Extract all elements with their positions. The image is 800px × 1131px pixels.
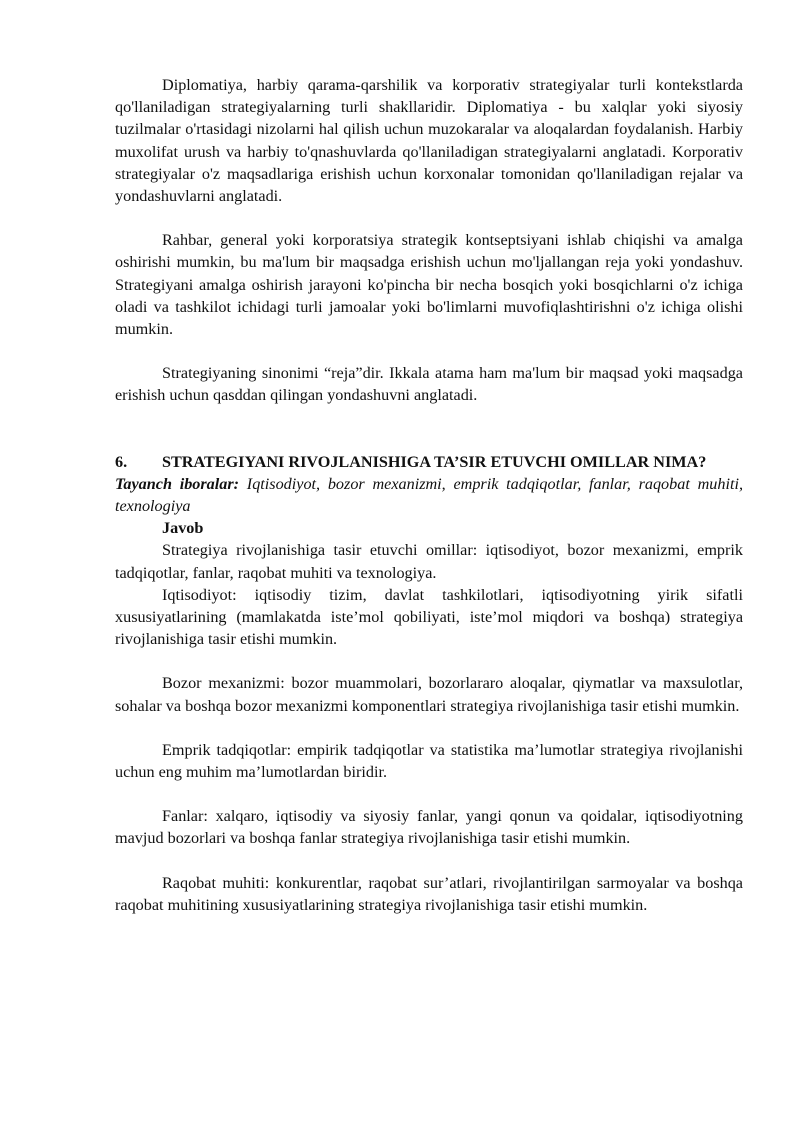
section-heading (115, 451, 743, 473)
answer-label: Javob (162, 519, 204, 538)
factor-paragraph-sciences: Fanlar: xalqaro, iqtisodiy va siyosiy fanlar, yangi qonun va qoidalar, iqtisodiyotning mavjud bozorlari va boshqa fanlar strategiya rivojlanishiga tasir etishi mumkin. (115, 807, 743, 848)
keywords-label: Tayanch iboralar: (115, 474, 240, 493)
document-page (115, 74, 743, 916)
paragraph-spacer (115, 340, 743, 362)
paragraph-spacer (115, 783, 743, 805)
factor-paragraph-market: Bozor mexanizmi: bozor muammolari, bozorlararo aloqalar, qiymatlar va maxsulotlar, sohalar va boshqa bozor mexanizmi komponentlari strategiya rivojlanishiga tasir etishi mumkin. (115, 674, 743, 715)
factor-paragraph-economy: Iqtisodiyot: iqtisodiy tizim, davlat tashkilotlari, iqtisodiyotning yirik sifatli xususiyatlarining (mamlakatda iste’mol qobiliyati, iste’mol miqdori va boshqa) strategiya rivojlanishiga tasir etishi mumkin. (115, 585, 743, 649)
intro-paragraph-3: Strategiyaning sinonimi “reja”dir. Ikkala atama ham ma'lum bir maqsad yoki maqsadga erishish uchun qasddan qilingan yondashuvni anglatadi. (115, 364, 743, 405)
paragraph-spacer (115, 717, 743, 739)
answer-intro-paragraph: Strategiya rivojlanishiga tasir etuvchi omillar: iqtisodiyot, bozor mexanizmi, emprik tadqiqotlar, fanlar, raqobat muhiti va texnologiya. (115, 541, 743, 582)
section-number: 6. (115, 452, 128, 471)
factor-paragraph-empirical: Emprik tadqiqotlar: empirik tadqiqotlar va statistika ma’lumotlar strategiya rivojlanishi uchun eng muhim ma’lumotlardan biridir. (115, 740, 743, 782)
paragraph-spacer (115, 650, 743, 672)
keywords-line (115, 473, 743, 517)
section-spacer (115, 407, 743, 451)
paragraph-spacer (115, 207, 743, 229)
intro-paragraph-2: Rahbar, general yoki korporatsiya strategik kontseptsiyani ishlab chiqishi va amalga oshirishi mumkin, bu ma'lum bir maqsadga erishish uchun mo'ljallangan reja yoki yondashuv. Strategiyani amalga oshirish jarayoni ko'pincha bir necha bosqich yoki bosqichlarni o'z ichiga oladi va tashkilot ichidagi turli jamoalar yoki bo'limlarni muvofiqlashtirishni o'z ichiga olishi mumkin. (115, 231, 743, 339)
keywords-text: Iqtisodiyot, bozor mexanizmi, emprik tadqiqotlar, fanlar, raqobat muhiti, texnologiya (115, 474, 743, 516)
factor-paragraph-competition: Raqobat muhiti: konkurentlar, raqobat sur’atlari, rivojlantirilgan sarmoyalar va boshqa raqobat muhitining xususiyatlarining strategiya rivojlanishiga tasir etishi mumkin. (115, 873, 743, 914)
intro-paragraph-1: Diplomatiya, harbiy qarama-qarshilik va korporativ strategiyalar turli kontekstlarda qo'llaniladigan strategiyalarning turli shakllaridir. Diplomatiya - bu xalqlar yoki siyosiy tuzilmalar o'rtasidagi nizolarni hal qilish uchun muzokaralar va aloqalardan foydalanish. Harbiy muxolifat urush va harbiy to'qnashuvlarda qo'llaniladigan strategiyalarni anglatadi. Korporativ strategiyalar o'z maqsadlariga erishish uchun korxonalar tomonidan qo'llaniladigan rejalar va yondashuvlarni anglatadi. (115, 76, 743, 206)
section-title: STRATEGIYANI RIVOJLANISHIGA TA’SIR ETUVCHI OMILLAR NIMA? (162, 452, 707, 471)
paragraph-spacer (115, 850, 743, 872)
